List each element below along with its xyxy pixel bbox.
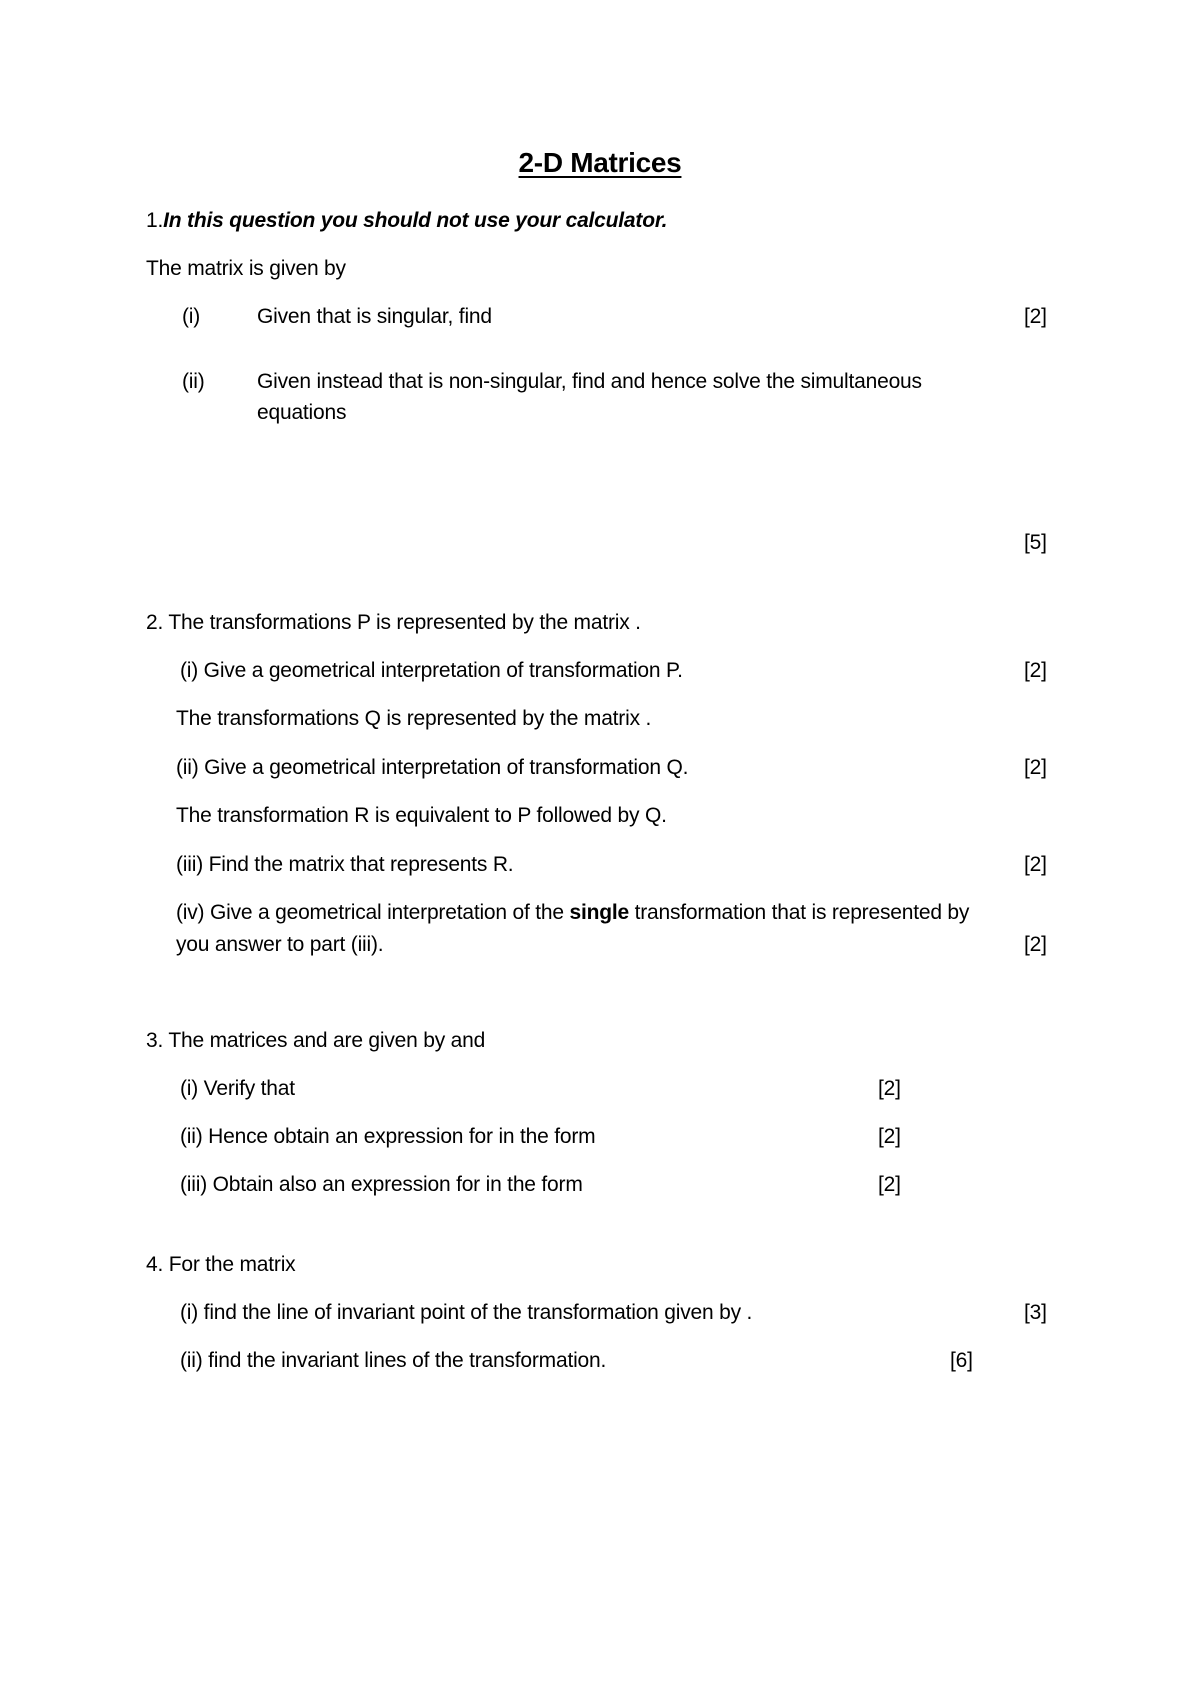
q4-part-ii-text: (ii) find the invariant lines of the transformation. bbox=[180, 1349, 607, 1372]
q1-part-i-text: Given that is singular, find bbox=[257, 305, 492, 328]
q2-part-ii-marks: [2] bbox=[1024, 756, 1047, 779]
q2-part-i-text: (i) Give a geometrical interpretation of transformation P. bbox=[180, 659, 683, 682]
q1-part-ii-text-line1: Given instead that is non-singular, find and hence solve the simultaneous bbox=[257, 370, 922, 393]
q1-stem: The matrix is given by bbox=[146, 257, 346, 280]
q2-q-stem: The transformations Q is represented by the matrix . bbox=[176, 707, 652, 730]
q2-part-iv-post: transformation that is represented by bbox=[628, 901, 970, 924]
q1-number: 1. bbox=[146, 209, 164, 232]
q3-part-iii-marks: [2] bbox=[878, 1173, 901, 1196]
q1-part-ii-text-line2: equations bbox=[257, 401, 347, 424]
q1-instruction: In this question you should not use your calculator. bbox=[163, 209, 668, 232]
q1-header bbox=[146, 206, 667, 236]
q3-part-i-marks: [2] bbox=[878, 1077, 901, 1100]
q3-part-iii-text: (iii) Obtain also an expression for in the form bbox=[180, 1173, 583, 1196]
q1-part-i-marks: [2] bbox=[1024, 305, 1047, 328]
q3-part-i-text: (i) Verify that bbox=[180, 1077, 295, 1100]
q1-part-ii-label: (ii) bbox=[182, 370, 205, 393]
q2-part-iv-bold: single bbox=[569, 901, 629, 924]
q1-part-i-label: (i) bbox=[182, 305, 201, 328]
q2-part-iv-pre: (iv) Give a geometrical interpretation of the bbox=[176, 901, 570, 924]
q2-part-iii-text: (iii) Find the matrix that represents R. bbox=[176, 853, 514, 876]
q3-part-ii-marks: [2] bbox=[878, 1125, 901, 1148]
q2-part-i-marks: [2] bbox=[1024, 659, 1047, 682]
q2-part-ii-text: (ii) Give a geometrical interpretation of transformation Q. bbox=[176, 756, 689, 779]
q2-r-stem: The transformation R is equivalent to P followed by Q. bbox=[176, 804, 667, 827]
q4-stem: 4. For the matrix bbox=[146, 1253, 296, 1276]
q1-part-ii-marks: [5] bbox=[1024, 531, 1047, 554]
q3-part-ii-text: (ii) Hence obtain an expression for in the form bbox=[180, 1125, 596, 1148]
q2-part-iv-line1 bbox=[176, 898, 969, 928]
page-title: 2-D Matrices bbox=[518, 147, 682, 178]
q2-part-iii-marks: [2] bbox=[1024, 853, 1047, 876]
q4-part-ii-marks: [6] bbox=[950, 1349, 973, 1372]
q2-stem: 2. The transformations P is represented by the matrix . bbox=[146, 611, 641, 634]
q4-part-i-text: (i) find the line of invariant point of the transformation given by . bbox=[180, 1301, 753, 1324]
q2-part-iv-line2: you answer to part (iii). bbox=[176, 933, 384, 956]
q4-part-i-marks: [3] bbox=[1024, 1301, 1047, 1324]
q3-stem: 3. The matrices and are given by and bbox=[146, 1029, 486, 1052]
q2-part-iv-marks: [2] bbox=[1024, 933, 1047, 956]
